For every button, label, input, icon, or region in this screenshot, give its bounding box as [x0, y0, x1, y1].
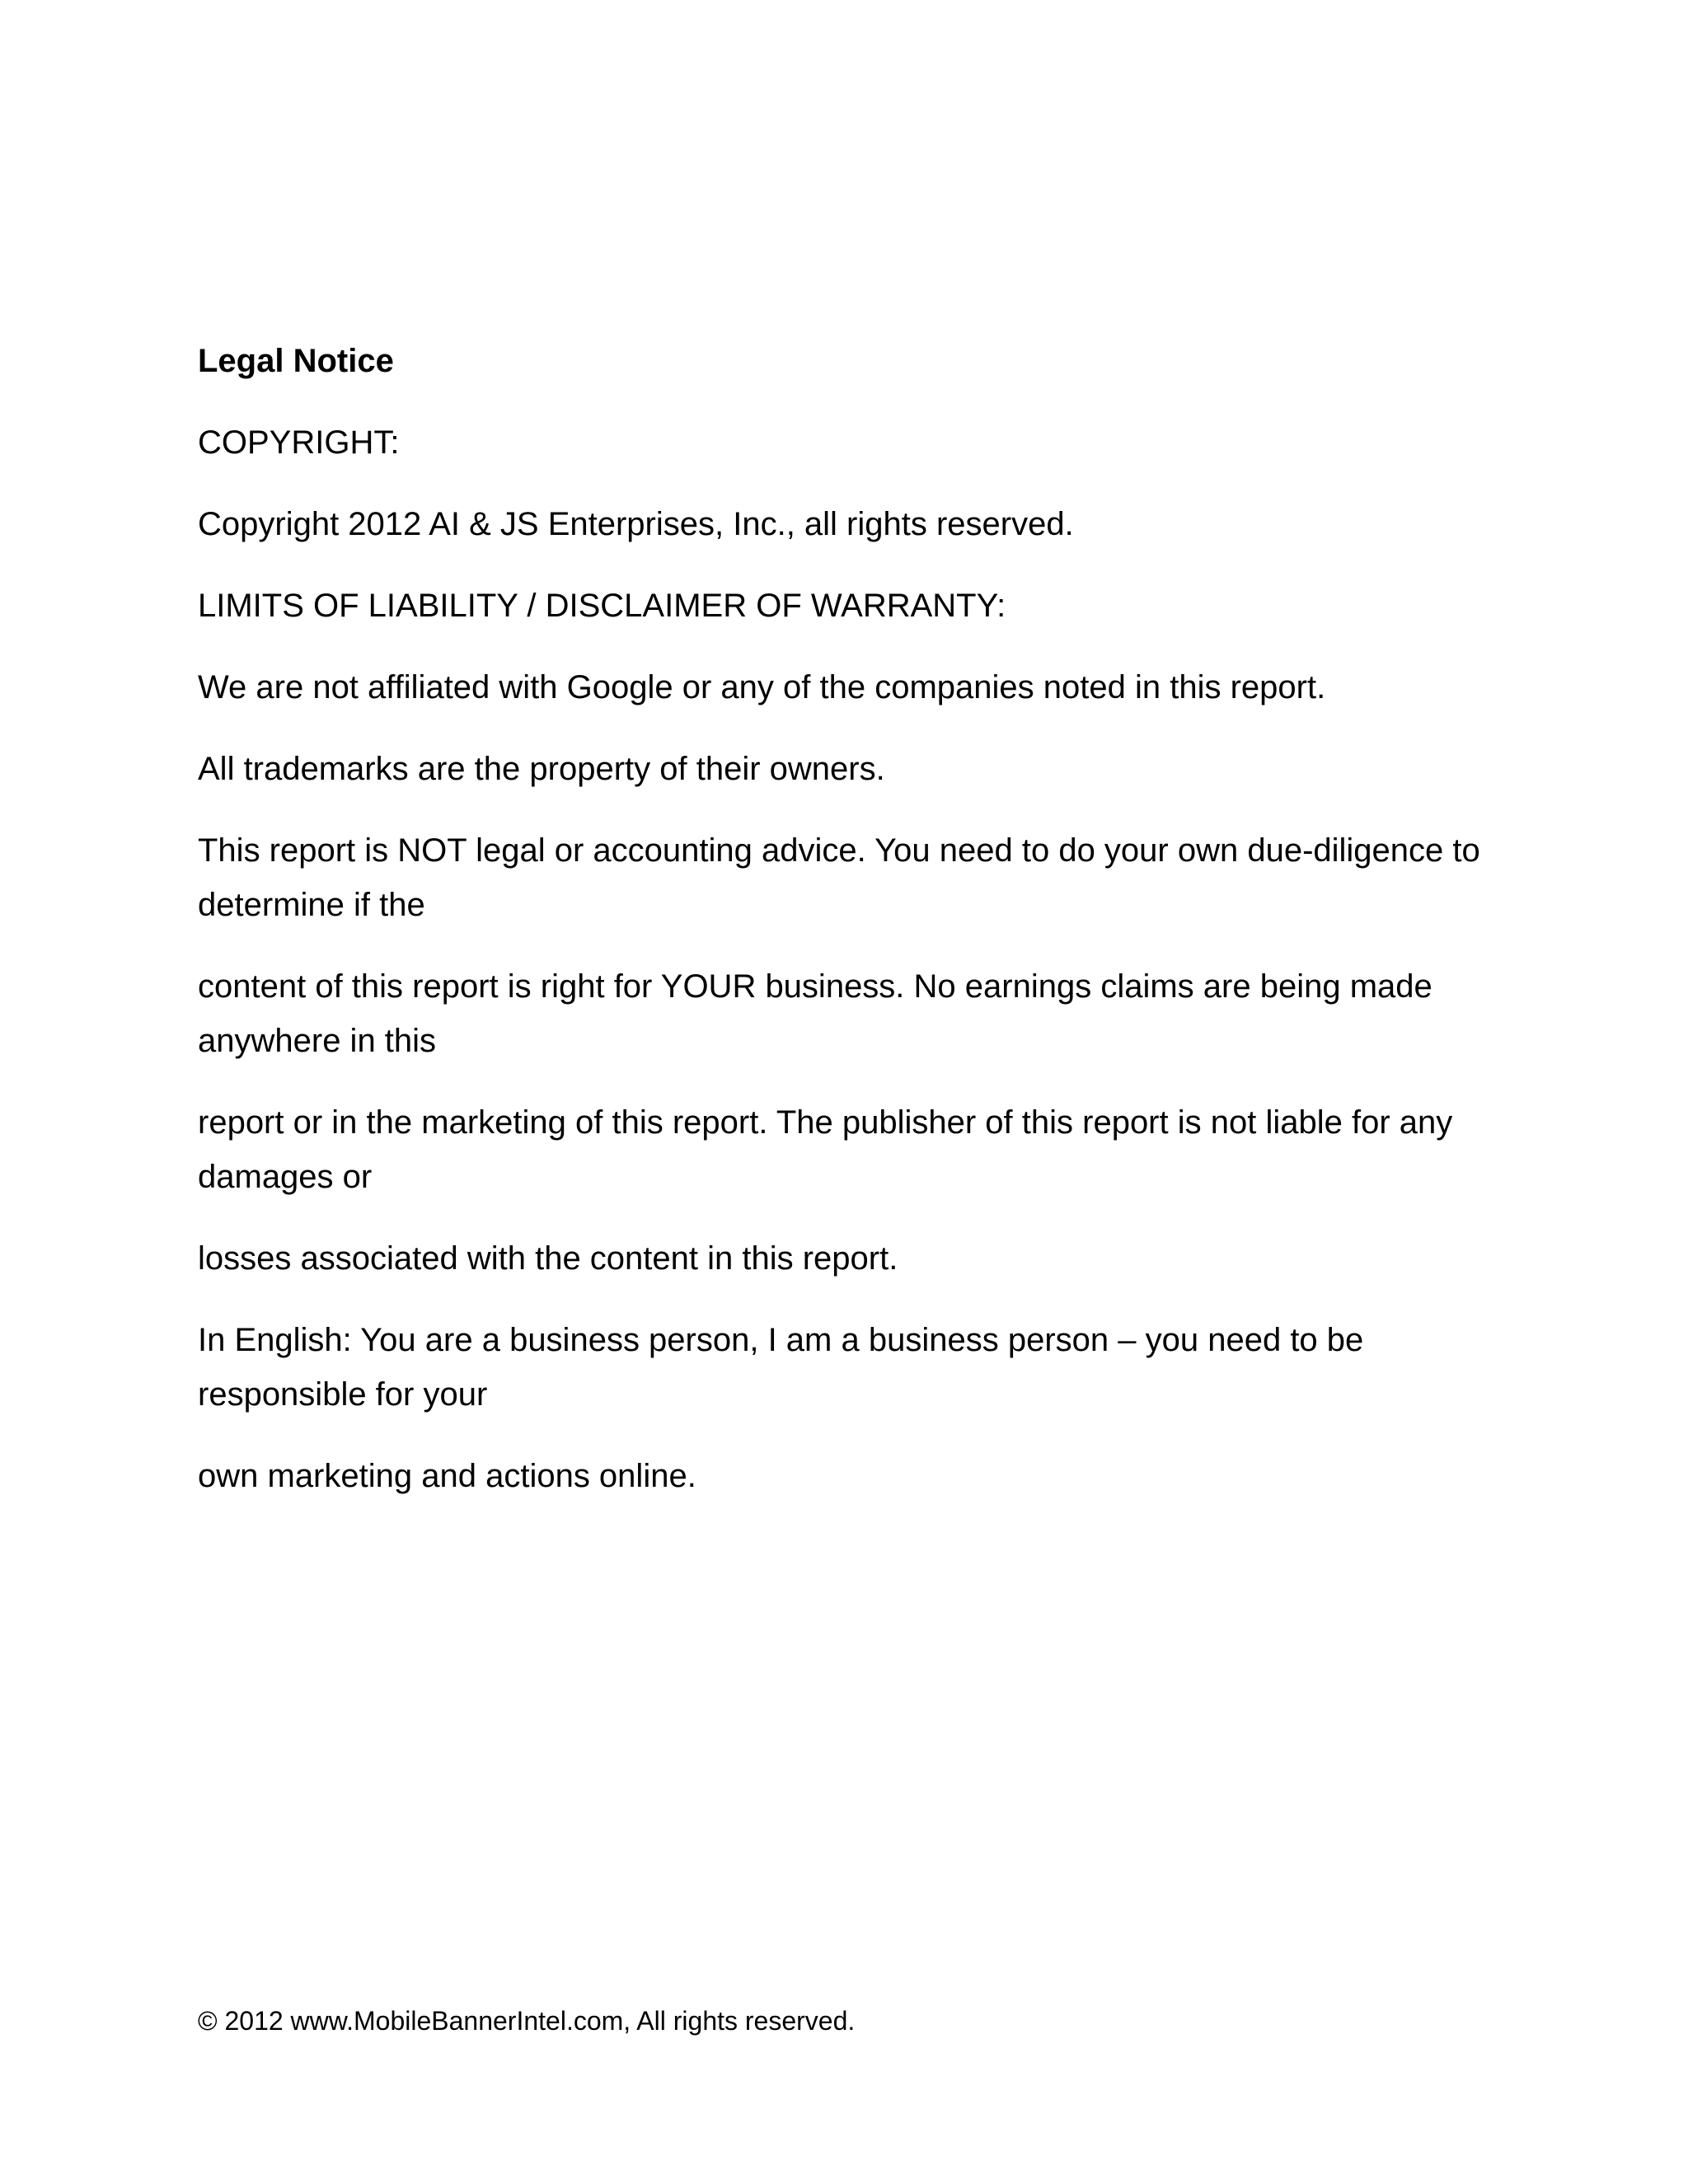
liability-disclaimer: report or in the marketing of this report. The publisher of this report is not liable for any damages or [198, 1104, 1453, 1195]
earnings-disclaimer: content of this report is right for YOUR business. No earnings claims are being made anywhere in this [198, 968, 1432, 1059]
legal-notice-body [198, 334, 1508, 1530]
copyright-statement: Copyright 2012 AI & JS Enterprises, Inc., all rights reserved. [198, 506, 1074, 542]
plain-english-summary: In English: You are a business person, I am a business person – you need to be responsible for your [198, 1322, 1364, 1413]
responsibility-note: own marketing and actions online. [198, 1458, 696, 1494]
affiliation-disclaimer: We are not affiliated with Google or any of the companies noted in this report. [198, 669, 1326, 705]
copyright-label: COPYRIGHT: [198, 424, 400, 461]
liability-label: LIMITS OF LIABILITY / DISCLAIMER OF WARRANTY: [198, 588, 1006, 624]
advice-disclaimer: This report is NOT legal or accounting advice. You need to do your own due-diligence to determine if the [198, 832, 1480, 923]
trademark-notice: All trademarks are the property of their owners. [198, 751, 885, 787]
page-footer: © 2012 www.MobileBannerIntel.com, All rights reserved. [198, 2006, 856, 2036]
losses-disclaimer: losses associated with the content in this report. [198, 1240, 898, 1277]
page-title: Legal Notice [198, 343, 394, 379]
